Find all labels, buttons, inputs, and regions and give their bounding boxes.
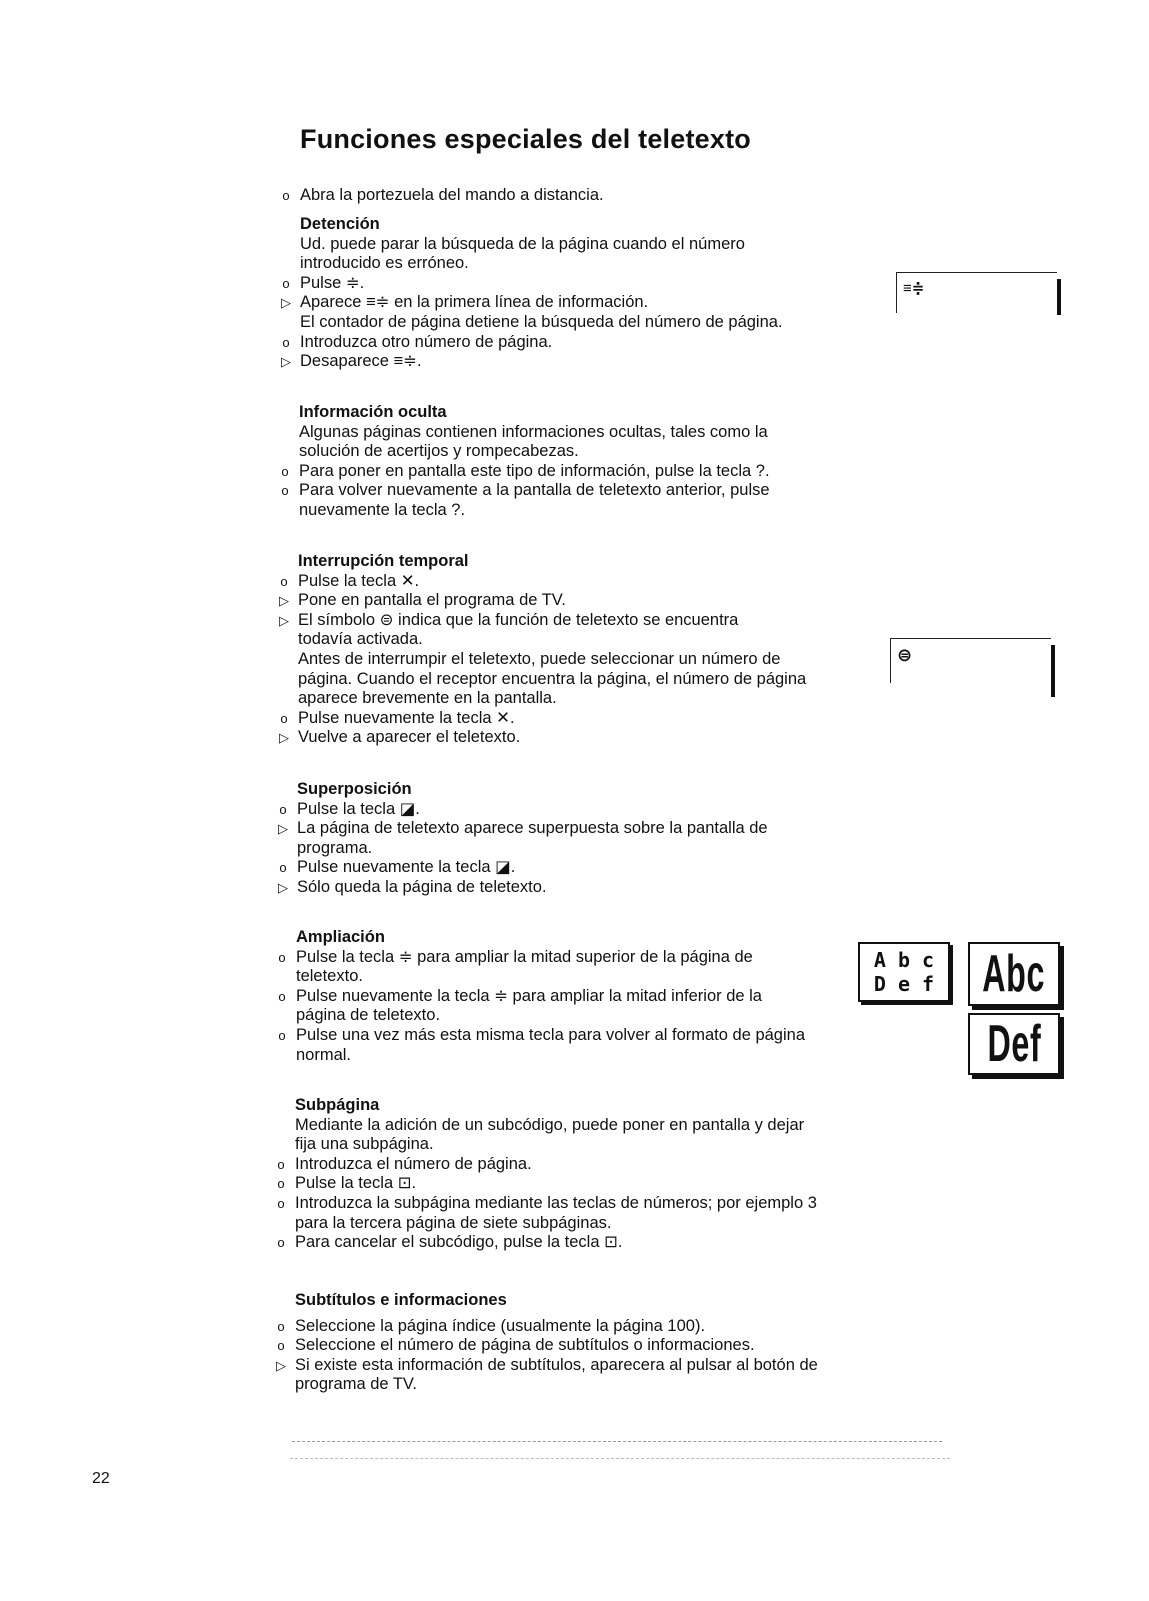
paragraph-line: Mediante la adición de un subcódigo, puede poner en pantalla y dejar <box>295 1115 805 1134</box>
section-subpagina <box>277 1096 817 1253</box>
intro-section <box>282 186 604 206</box>
list-item: ▷ Desaparece ≡≑. <box>281 352 422 371</box>
list-item: o Pulse nuevamente la tecla ≑ para ampliar la mitad inferior de la <box>278 986 762 1005</box>
list-item: ▷ Vuelve a aparecer el teletexto. <box>279 728 521 747</box>
paragraph-line: para la tercera página de siete subpáginas. <box>295 1213 612 1232</box>
paragraph-line: teletexto. <box>296 967 363 986</box>
list-item: ▷ Si existe esta información de subtítulos, aparecera al pulsar al botón de <box>276 1355 818 1374</box>
section-heading: Ampliación <box>296 928 385 946</box>
screen-edge-bar <box>1057 279 1061 315</box>
paragraph-line: introducido es erróneo. <box>300 254 469 273</box>
section-ampliacion <box>278 928 806 1065</box>
list-item: o Para volver nuevamente a la pantalla de teletexto anterior, pulse <box>281 481 770 500</box>
list-item: o Para poner en pantalla este tipo de información, pulse la tecla ?. <box>281 461 770 480</box>
def-line: D e f <box>873 972 935 996</box>
list-item: o Introduzca la subpágina mediante las teclas de números; por ejemplo 3 <box>277 1193 817 1212</box>
paragraph-line: nuevamente la tecla ?. <box>299 500 466 519</box>
hold-display-illustration <box>896 272 1057 313</box>
list-item: o Pulse la tecla ≑ para ampliar la mitad superior de la página de <box>278 947 753 966</box>
paragraph-line: programa de TV. <box>295 1375 417 1394</box>
list-item: o Pulse nuevamente la tecla ◪. <box>279 858 516 877</box>
enlarged-def-text: Def <box>987 1015 1041 1073</box>
section-detencion <box>281 215 783 372</box>
paragraph-line: Antes de interrumpir el teletexto, puede seleccionar un número de <box>298 649 781 668</box>
abc-line: A b c <box>873 948 935 972</box>
list-item: o Pulse ≑. <box>282 273 365 292</box>
page-title: Funciones especiales del teletexto <box>300 124 751 154</box>
section-heading: Información oculta <box>299 403 447 421</box>
scan-artifact-line <box>290 1458 950 1459</box>
list-item: o Para cancelar el subcódigo, pulse la tecla ⊡. <box>277 1233 623 1252</box>
list-item: ▷ La página de teletexto aparece superpuesta sobre la pantalla de <box>278 819 768 838</box>
list-item: o Pulse una vez más esta misma tecla para volver al formato de página <box>278 1025 806 1044</box>
normal-page-illustration <box>858 942 950 1002</box>
list-item: ▷ El símbolo ⊜ indica que la función de teletexto se encuentra <box>279 610 739 629</box>
paragraph-line: aparece brevemente en la pantalla. <box>298 689 557 708</box>
list-item: ▷ Sólo queda la página de teletexto. <box>278 877 547 896</box>
paragraph-line: todavía activada. <box>298 630 423 649</box>
section-heading: Detención <box>300 215 380 233</box>
paragraph-line: solución de acertijos y rompecabezas. <box>299 442 579 461</box>
section-heading: Subtítulos e informaciones <box>295 1291 507 1309</box>
enlarged-bottom-illustration <box>968 1013 1060 1075</box>
section-heading: Subpágina <box>295 1096 380 1114</box>
enlarged-abc-text: Abc <box>982 945 1046 1003</box>
paragraph-line: programa. <box>297 838 373 857</box>
section-superposicion <box>278 780 768 898</box>
section-subtitulos <box>276 1291 818 1395</box>
hold-icon: ≡≑ <box>903 280 925 297</box>
screen-edge-bar <box>1051 645 1055 697</box>
list-item: o Pulse la tecla ⊡. <box>277 1174 417 1193</box>
paragraph-line: normal. <box>296 1045 352 1064</box>
list-item: ▷ Pone en pantalla el programa de TV. <box>279 591 566 610</box>
list-item: o Pulse nuevamente la tecla ✕. <box>280 708 515 727</box>
section-heading: Interrupción temporal <box>298 552 469 570</box>
paragraph-line: página de teletexto. <box>296 1006 441 1025</box>
scan-artifact-line <box>292 1441 942 1442</box>
enlarged-top-illustration <box>968 942 1060 1006</box>
paragraph-line: Ud. puede parar la búsqueda de la página cuando el número <box>300 234 745 253</box>
section-interrupcion <box>279 552 807 748</box>
list-item: o Pulse la tecla ◪. <box>279 799 420 818</box>
teletext-icon: ⊜ <box>897 645 913 665</box>
bullet-marker: o <box>282 188 290 203</box>
list-item: o Abra la portezuela del mando a distancia. <box>300 186 604 206</box>
list-item: o Pulse la tecla ✕. <box>280 571 420 590</box>
page-number: 22 <box>92 1470 110 1487</box>
list-item: ▷ Aparece ≡≑ en la primera línea de información. <box>281 293 649 312</box>
paragraph-line: página. Cuando el receptor encuentra la página, el número de página <box>298 669 807 688</box>
list-item: o Introduzca otro número de página. <box>282 332 553 351</box>
section-heading: Superposición <box>297 780 412 798</box>
list-item: o Introduzca el número de página. <box>277 1154 532 1173</box>
paragraph-line: fija una subpágina. <box>295 1135 434 1154</box>
section-informacion-oculta <box>281 403 770 521</box>
list-item: o Seleccione el número de página de subtítulos o informaciones. <box>277 1336 755 1355</box>
list-item: o Seleccione la página índice (usualmente la página 100). <box>277 1316 706 1335</box>
paragraph-line: Algunas páginas contienen informaciones ocultas, tales como la <box>299 422 768 441</box>
teletext-active-illustration <box>890 638 1051 683</box>
paragraph-line: El contador de página detiene la búsqueda del número de página. <box>300 312 783 331</box>
